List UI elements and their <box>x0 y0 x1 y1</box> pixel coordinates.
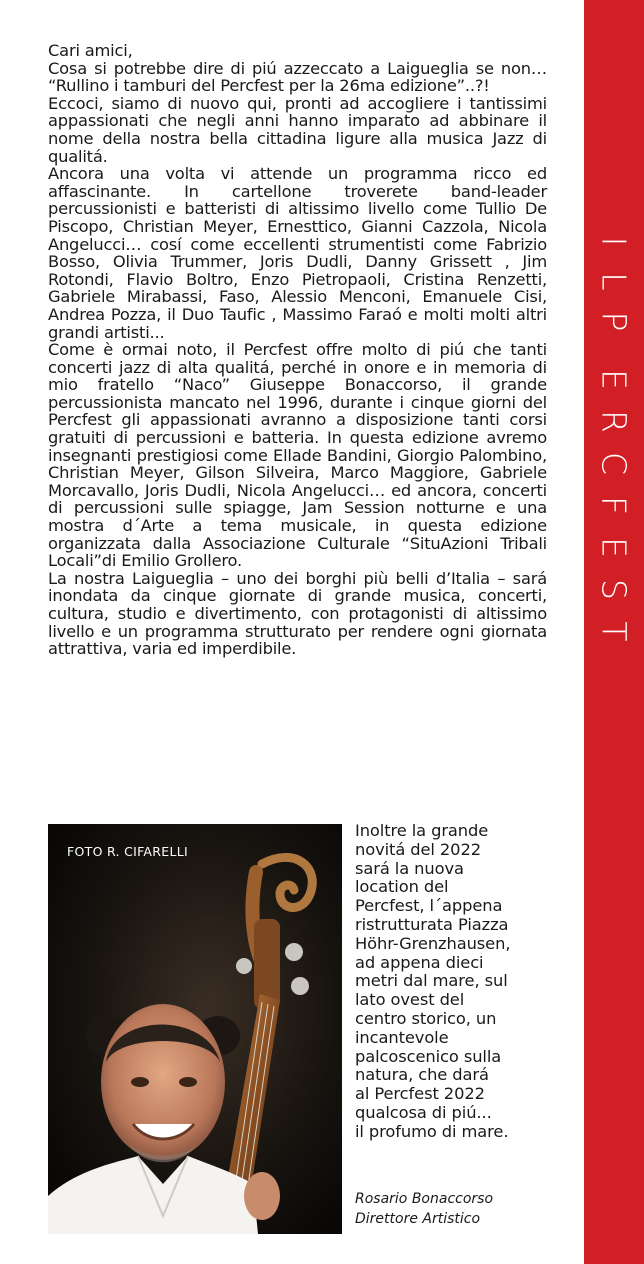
side-title-letter: P <box>594 311 634 332</box>
side-title-letter: R <box>594 410 634 433</box>
paragraph-laigueglia: La nostra Laigueglia – uno dei borghi più belli d’Italia – sará inondata da cinque giornate di grande musica, concerti, cultura, studio e divertimento, con protagonisti di altissimo livello e un programma strutturato per rendere ogni giornata attrattiva, varia ed imperdibile. <box>48 568 547 659</box>
side-title-letter: S <box>594 579 634 600</box>
location-line: palcoscenico sulla <box>355 1046 502 1066</box>
side-title-letter: L <box>594 272 634 291</box>
location-line: al Percfest 2022 <box>355 1084 485 1104</box>
side-title-letter: C <box>594 451 634 476</box>
location-line: qualcosa di piú... <box>355 1102 492 1122</box>
location-line: lato ovest del <box>355 990 465 1010</box>
greeting: Cari amici, <box>48 41 133 60</box>
paragraph-courses: Come è ormai noto, il Percfest offre molto di piú che tanti concerti jazz di alta qualitá, perché in onore e in memoria di mio fratello “Naco” Giuseppe Bonaccorso, il grande percussionista mancato nel 1996, durante i cinque giorni del Percfest gli appassionati avranno a disposizione tanti corsi gratuiti di percussioni e batteria. In questa edizione avremo insegnanti prestigiosi come Ellade Bandini, Giorgio Palombino, Christian Meyer, Gilson Silveira, Marco Maggiore, Gabriele Morcavallo, Joris Dudli, Nicola Angelucci… ed ancora, concerti di percussioni sulle spiagge, Jam Session notturne e una mostra d´Arte a tema musicale, in questa edizione organizzata dalla Associazione Culturale “SituAzioni Tribali Locali”di Emilio Grollero. <box>48 340 547 571</box>
location-note <box>355 822 555 1142</box>
signature <box>355 1190 493 1229</box>
double-bass-portrait-illustration <box>48 824 342 1234</box>
location-line: natura, che dará <box>355 1065 489 1085</box>
letter-body <box>48 42 547 658</box>
location-line: Höhr-Grenzhausen, <box>355 933 511 953</box>
location-line: Inoltre la grande <box>355 821 489 840</box>
side-title-letter: F <box>594 496 634 515</box>
location-line: centro storico, un <box>355 1008 497 1028</box>
photo-credit: FOTO R. CIFARELLI <box>67 844 188 859</box>
paragraph-intro: Cosa si potrebbe dire di piú azzeccato a Laigueglia se non… “Rullino i tamburi del Percfest per la 26ma edizione”..?! <box>48 58 547 96</box>
location-line: novitá del 2022 <box>355 839 481 859</box>
paragraph-welcome: Eccoci, siamo di nuovo qui, pronti ad accogliere i tantissimi appassionati che negli anni hanno imparato ad abbinare il nome della nostra bella cittadina ligure alla musica Jazz di qualitá. <box>48 93 547 166</box>
location-line: location del <box>355 877 449 897</box>
side-title-letter: I <box>594 236 634 247</box>
side-title-letter: E <box>594 537 634 558</box>
signature-role: Direttore Artistico <box>355 1210 481 1227</box>
side-title-letter: E <box>594 369 634 390</box>
paragraph-program: Ancora una volta vi attende un programma ricco ed affascinante. In cartellone troverete band-leader percussionisti e batteristi di altissimo livello come Tullio De Piscopo, Christian Meyer, Ernesttico, Gianni Cazzola, Nicola Angelucci… cosí come eccellenti strumentisti come Fabrizio Bosso, Olivia Trummer, Joris Dudli, Danny Grissett , Jim Rotondi, Flavio Boltro, Enzo Pietropaoli, Cristina Renzetti, Gabriele Mirabassi, Faso, Alessio Menconi, Emanuele Cisi, Andrea Pozza, il Duo Taufic , Massimo Faraó e molti molti altri grandi artisti... <box>48 164 547 342</box>
location-line: il profumo di mare. <box>355 1121 509 1141</box>
side-band <box>584 0 644 1264</box>
artist-photo <box>48 824 342 1234</box>
location-line: sará la nuova <box>355 858 464 878</box>
side-title-letter: T <box>594 621 634 642</box>
signature-name: Rosario Bonaccorso <box>355 1191 494 1207</box>
location-line: ristrutturata Piazza <box>355 914 509 934</box>
location-line: ad appena dieci <box>355 952 484 972</box>
location-line: incantevole <box>355 1027 449 1047</box>
location-line: metri dal mare, sul <box>355 971 508 991</box>
location-line: Percfest, l´appena <box>355 896 503 916</box>
